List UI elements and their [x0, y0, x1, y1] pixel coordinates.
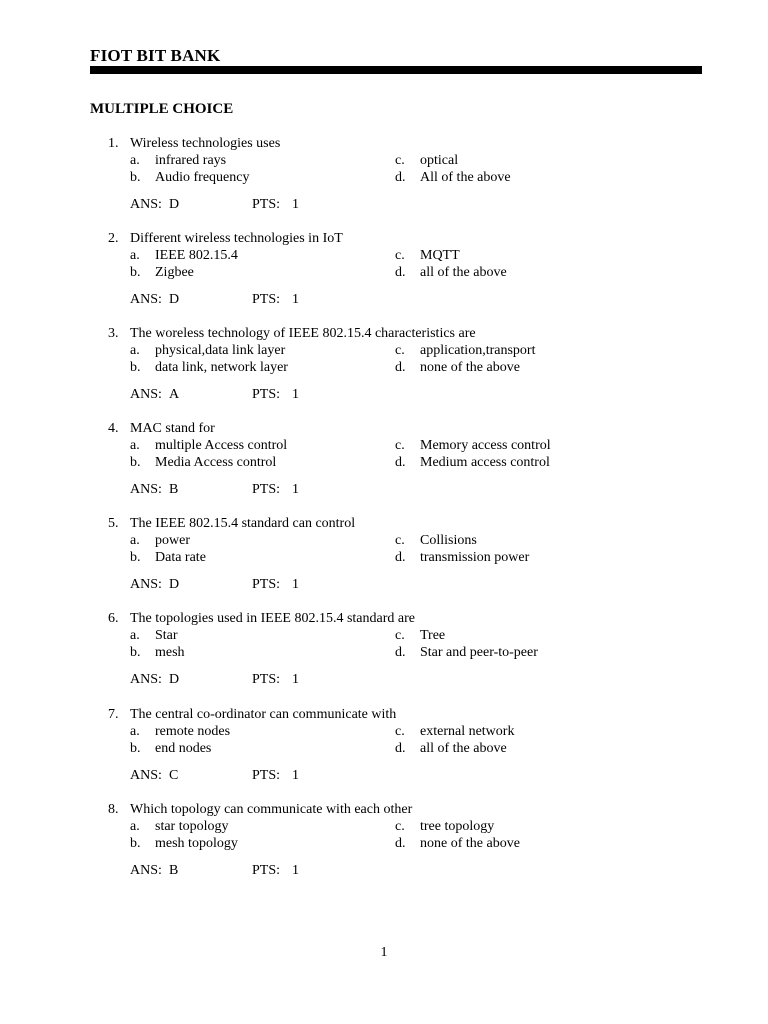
points-value: 1: [292, 768, 299, 783]
option-c: Tree: [420, 628, 446, 643]
answer-value: C: [169, 768, 179, 783]
option-letter-b: b.: [130, 455, 141, 470]
option-b: end nodes: [155, 741, 212, 756]
option-letter-a: a.: [130, 628, 140, 643]
question-text: The woreless technology of IEEE 802.15.4 characteristics are: [130, 326, 476, 341]
option-letter-b: b.: [130, 645, 141, 660]
points-label: PTS:: [252, 197, 281, 212]
option-letter-c: c.: [395, 819, 405, 834]
option-letter-d: d.: [395, 170, 406, 185]
option-letter-c: c.: [395, 628, 405, 643]
option-letter-d: d.: [395, 360, 406, 375]
option-c: external network: [420, 724, 515, 739]
answer-value: A: [169, 387, 180, 402]
answer-value: B: [169, 863, 179, 878]
option-letter-c: c.: [395, 533, 405, 548]
option-a: IEEE 802.15.4: [155, 248, 238, 263]
option-a: remote nodes: [155, 724, 231, 739]
points-label: PTS:: [252, 672, 281, 687]
option-d: Star and peer-to-peer: [420, 645, 538, 660]
answer-label: ANS:: [130, 387, 162, 402]
points-value: 1: [292, 292, 299, 307]
option-letter-a: a.: [130, 724, 140, 739]
option-letter-b: b.: [130, 265, 141, 280]
answer-label: ANS:: [130, 577, 162, 592]
points-value: 1: [292, 672, 299, 687]
option-a: star topology: [155, 819, 229, 834]
question-number: 7.: [108, 707, 119, 722]
option-letter-b: b.: [130, 741, 141, 756]
option-letter-d: d.: [395, 455, 406, 470]
question-number: 4.: [108, 421, 119, 436]
document-title: FIOT BIT BANK: [90, 46, 221, 65]
option-b: mesh topology: [155, 836, 238, 851]
option-a: physical,data link layer: [155, 343, 286, 358]
question-text: MAC stand for: [130, 421, 215, 436]
answer-label: ANS:: [130, 482, 162, 497]
option-letter-c: c.: [395, 724, 405, 739]
question-text: The IEEE 802.15.4 standard can control: [130, 516, 356, 531]
answer-value: B: [169, 482, 179, 497]
option-d: Medium access control: [420, 455, 550, 470]
points-label: PTS:: [252, 387, 281, 402]
question-number: 1.: [108, 136, 119, 151]
points-value: 1: [292, 387, 299, 402]
points-value: 1: [292, 197, 299, 212]
title-rule: [90, 66, 702, 74]
points-value: 1: [292, 863, 299, 878]
option-letter-d: d.: [395, 836, 406, 851]
points-label: PTS:: [252, 292, 281, 307]
option-b: Media Access control: [155, 455, 277, 470]
option-b: Audio frequency: [155, 170, 250, 185]
question-number: 2.: [108, 231, 119, 246]
option-letter-a: a.: [130, 819, 140, 834]
option-c: tree topology: [420, 819, 495, 834]
question-text: The topologies used in IEEE 802.15.4 standard are: [130, 611, 415, 626]
option-b: data link, network layer: [155, 360, 288, 375]
option-letter-d: d.: [395, 741, 406, 756]
option-d: transmission power: [420, 550, 530, 565]
option-letter-d: d.: [395, 265, 406, 280]
option-b: Data rate: [155, 550, 206, 565]
option-c: Collisions: [420, 533, 477, 548]
option-letter-a: a.: [130, 533, 140, 548]
answer-label: ANS:: [130, 768, 162, 783]
points-value: 1: [292, 577, 299, 592]
option-letter-b: b.: [130, 836, 141, 851]
question-number: 6.: [108, 611, 119, 626]
question-number: 5.: [108, 516, 119, 531]
answer-value: D: [169, 292, 180, 307]
option-letter-a: a.: [130, 153, 140, 168]
option-c: MQTT: [420, 248, 460, 263]
option-c: optical: [420, 153, 459, 168]
option-letter-b: b.: [130, 170, 141, 185]
option-c: application,transport: [420, 343, 536, 358]
question-text: Which topology can communicate with each other: [130, 802, 413, 817]
option-letter-d: d.: [395, 645, 406, 660]
points-label: PTS:: [252, 482, 281, 497]
option-letter-d: d.: [395, 550, 406, 565]
answer-label: ANS:: [130, 672, 162, 687]
option-b: mesh: [155, 645, 185, 660]
option-letter-a: a.: [130, 248, 140, 263]
points-label: PTS:: [252, 768, 281, 783]
option-letter-a: a.: [130, 438, 140, 453]
option-letter-c: c.: [395, 343, 405, 358]
answer-label: ANS:: [130, 197, 162, 212]
question-number: 3.: [108, 326, 119, 341]
option-a: multiple Access control: [155, 438, 288, 453]
answer-value: D: [169, 197, 180, 212]
section-heading: MULTIPLE CHOICE: [90, 101, 234, 117]
option-c: Memory access control: [420, 438, 551, 453]
question-text: The central co-ordinator can communicate with: [130, 707, 397, 722]
option-letter-b: b.: [130, 550, 141, 565]
question-text: Different wireless technologies in IoT: [130, 231, 343, 246]
points-label: PTS:: [252, 863, 281, 878]
points-label: PTS:: [252, 577, 281, 592]
option-letter-a: a.: [130, 343, 140, 358]
answer-value: D: [169, 577, 180, 592]
option-letter-c: c.: [395, 248, 405, 263]
page-number: 1: [380, 945, 388, 960]
option-d: all of the above: [420, 265, 507, 280]
question-number: 8.: [108, 802, 119, 817]
question-text: Wireless technologies uses: [130, 136, 281, 151]
option-d: none of the above: [420, 360, 520, 375]
option-d: all of the above: [420, 741, 507, 756]
option-letter-c: c.: [395, 438, 405, 453]
option-letter-b: b.: [130, 360, 141, 375]
option-d: All of the above: [420, 170, 511, 185]
answer-label: ANS:: [130, 863, 162, 878]
option-a: infrared rays: [155, 153, 227, 168]
option-d: none of the above: [420, 836, 520, 851]
option-b: Zigbee: [155, 265, 194, 280]
option-a: Star: [155, 628, 178, 643]
answer-value: D: [169, 672, 180, 687]
points-value: 1: [292, 482, 299, 497]
answer-label: ANS:: [130, 292, 162, 307]
option-a: power: [155, 533, 190, 548]
option-letter-c: c.: [395, 153, 405, 168]
